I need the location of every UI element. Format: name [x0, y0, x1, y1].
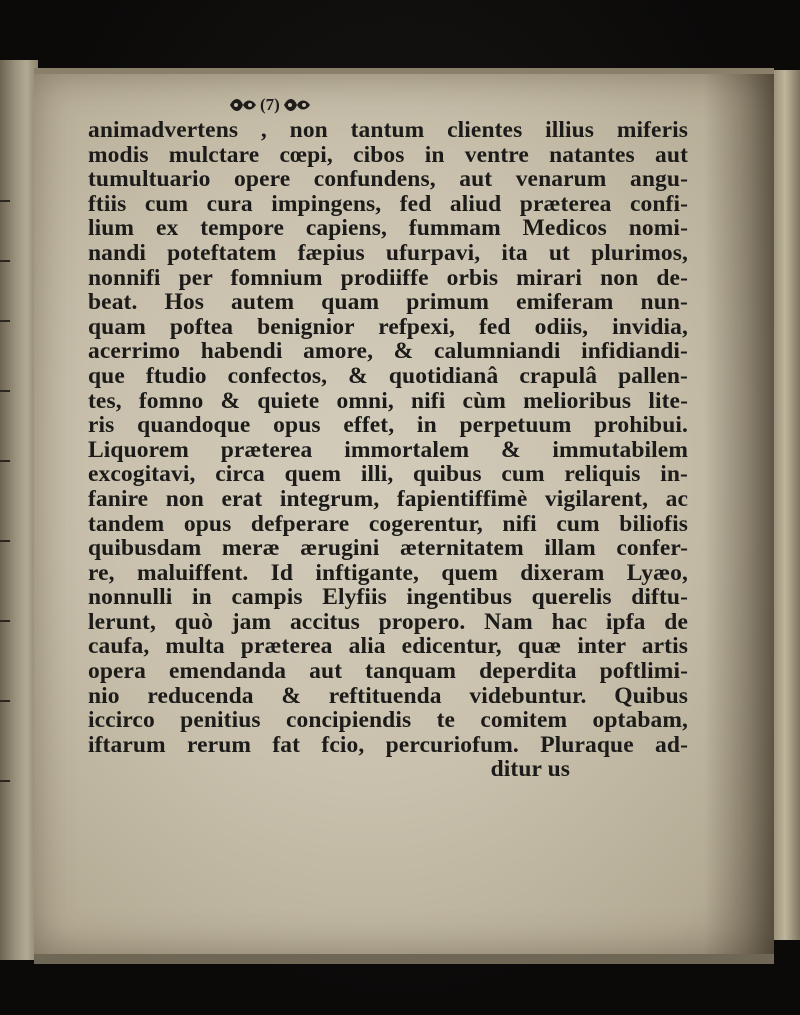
text-line: Liquorem præterea immortalem & immutabilem	[88, 436, 688, 463]
body-text	[88, 118, 688, 782]
text-line: nonnulli in campis Elyfiis ingentibus querelis diftu-	[88, 584, 688, 611]
text-line: iccirco penitius concipiendis te comitem optabam,	[88, 707, 688, 734]
text-line: re, maluiffent. Id inftigante, quem dixeram Lyæo,	[88, 559, 688, 586]
text-line: ris quandoque opus effet, in perpetuum prohibui.	[88, 412, 688, 439]
page-number: (7)	[260, 95, 280, 114]
text-line: animadvertens , non tantum clientes illius miferis	[88, 117, 688, 143]
adjacent-page-edge	[0, 60, 38, 960]
text-line: nio reducenda & reftituenda videbuntur. Quibus	[88, 682, 688, 709]
text-line: quam poftea benignior refpexi, fed odiis, invidia,	[88, 313, 688, 340]
text-line: nonnifi per fomnium prodiiffe orbis mirari non de-	[88, 264, 688, 291]
text-line: iftarum rerum fat fcio, percuriofum. Pluraque ad-	[88, 731, 688, 758]
text-line: que ftudio confectos, & quotidianâ crapulâ pallen-	[88, 362, 688, 389]
printer-ornament-icon	[282, 96, 312, 114]
page-header	[228, 92, 312, 118]
catchword: ditur us	[490, 756, 570, 783]
text-line: ftiis cum cura impingens, fed aliud præterea confi-	[88, 190, 688, 217]
page-edge-right	[770, 70, 800, 940]
text-line: beat. Hos autem quam primum emiferam nun-	[88, 289, 688, 316]
text-line: opera emendanda aut tanquam deperdita poftlimi-	[88, 658, 688, 685]
text-line: tandem opus defperare cogerentur, nifi cum biliofis	[88, 510, 688, 537]
text-line: tes, fomno & quiete omni, nifi cùm melioribus lite-	[88, 387, 688, 414]
text-line: excogitavi, circa quem illi, quibus cum reliquis in-	[88, 461, 688, 488]
page-fold-shadow	[704, 74, 774, 954]
text-line: lium ex tempore capiens, fummam Medicos nomi-	[88, 215, 688, 242]
text-line: lerunt, quò jam accitus propero. Nam hac ipfa de	[88, 608, 688, 635]
text-line: caufa, multa præterea alia edicentur, quæ inter artis	[88, 633, 688, 660]
text-line: fanire non erat integrum, fapientiffimè vigilarent, ac	[88, 485, 688, 512]
text-line: quibusdam meræ ærugini æternitatem illam confer-	[88, 535, 688, 562]
text-line: nandi poteftatem fæpius ufurpavi, ita ut plurimos,	[88, 239, 688, 266]
printer-ornament-icon	[228, 96, 258, 114]
text-line: tumultuario opere confundens, aut venarum angu-	[88, 166, 688, 193]
text-line: acerrimo habendi amore, & calumniandi infidiandi-	[88, 338, 688, 365]
text-line: modis mulctare cœpi, cibos in ventre natantes aut	[88, 141, 688, 168]
